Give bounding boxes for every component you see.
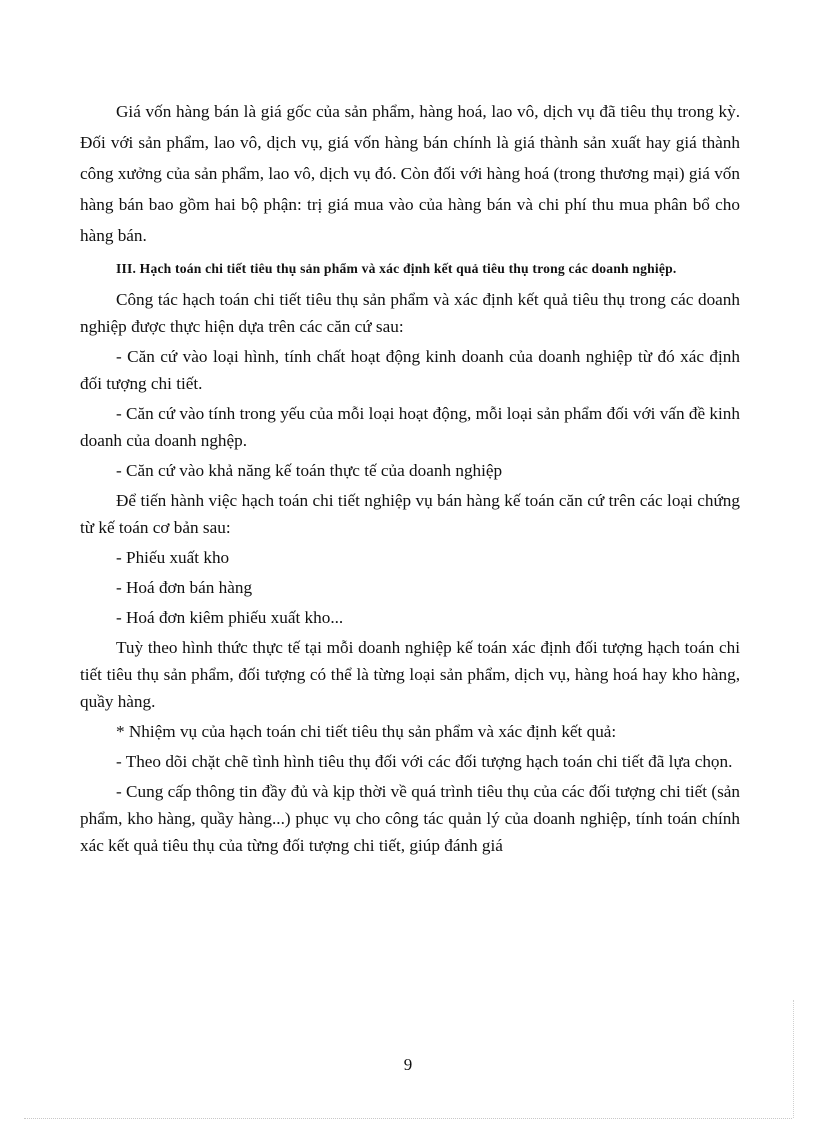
paragraph-bases-intro: Công tác hạch toán chi tiết tiêu thụ sản phẩm và xác định kết quả tiêu thụ trong các doanh nghiệp được thực hiện dựa trên các căn cứ sau: xyxy=(80,290,740,336)
section-heading-iii: III. Hạch toán chi tiết tiêu thụ sản phẩm và xác định kết quả tiêu thụ trong các doanh nghiệp. xyxy=(116,261,677,276)
list-item-sales-invoice: - Hoá đơn bán hàng xyxy=(116,578,253,597)
page-edge-rule-bottom xyxy=(24,1118,792,1119)
list-item-business-type: - Căn cứ vào loại hình, tính chất hoạt động kinh doanh của doanh nghiệp từ đó xác định đối tượng chi tiết. xyxy=(80,347,740,393)
page-number: 9 xyxy=(403,1055,413,1074)
document-page xyxy=(80,96,740,862)
page-edge-rule-right xyxy=(793,1000,794,1118)
list-item-accounting-capacity: - Căn cứ vào khả năng kế toán thực tế của doanh nghiệp xyxy=(116,461,503,480)
list-item-provide-info: - Cung cấp thông tin đầy đủ và kịp thời về quá trình tiêu thụ của các đối tượng chi tiết (sản phẩm, kho hàng, quầy hàng...) phục vụ cho công tác quản lý của doanh nghiệp, tính toán chính xác kết quả tiêu thụ của từng đối tượng chi tiết, giúp đánh giá xyxy=(80,782,740,855)
list-item-importance: - Căn cứ vào tính trong yếu của mỗi loại hoạt động, mỗi loại sản phẩm đối với vấn đề kinh doanh của doanh nghệp. xyxy=(80,404,740,450)
paragraph-documents-intro: Để tiến hành việc hạch toán chi tiết nghiệp vụ bán hàng kế toán căn cứ trên các loại chứng từ kế toán cơ bản sau: xyxy=(80,491,740,537)
paragraph-cost-of-goods: Giá vốn hàng bán là giá gốc của sản phẩm, hàng hoá, lao vô, dịch vụ đã tiêu thụ trong kỳ. Đối với sản phẩm, lao vô, dịch vụ, giá vốn hàng bán chính là giá thành sản xuất hay giá thành công xưởng của sản phẩm, lao vô, dịch vụ đó. Còn đối với hàng hoá (trong thương mại) giá vốn hàng bán bao gồm hai bộ phận: trị giá mua vào của hàng bán và chi phí thu mua phân bổ cho hàng bán. xyxy=(80,102,740,245)
list-item-invoice-issue-slip: - Hoá đơn kiêm phiếu xuất kho... xyxy=(116,608,344,627)
list-item-monitor: - Theo dõi chặt chẽ tình hình tiêu thụ đối với các đối tượng hạch toán chi tiết đã lựa chọn. xyxy=(116,752,733,771)
list-item-issue-slip: - Phiếu xuất kho xyxy=(116,548,230,567)
paragraph-tasks-heading: * Nhiệm vụ của hạch toán chi tiết tiêu thụ sản phẩm và xác định kết quả: xyxy=(116,722,617,741)
paragraph-objects: Tuỳ theo hình thức thực tế tại mỗi doanh nghiệp kế toán xác định đối tượng hạch toán chi tiết tiêu thụ sản phẩm, đối tượng có thể là từng loại sản phẩm, dịch vụ, hàng hoá hay kho hàng, quầy hàng. xyxy=(80,638,740,711)
